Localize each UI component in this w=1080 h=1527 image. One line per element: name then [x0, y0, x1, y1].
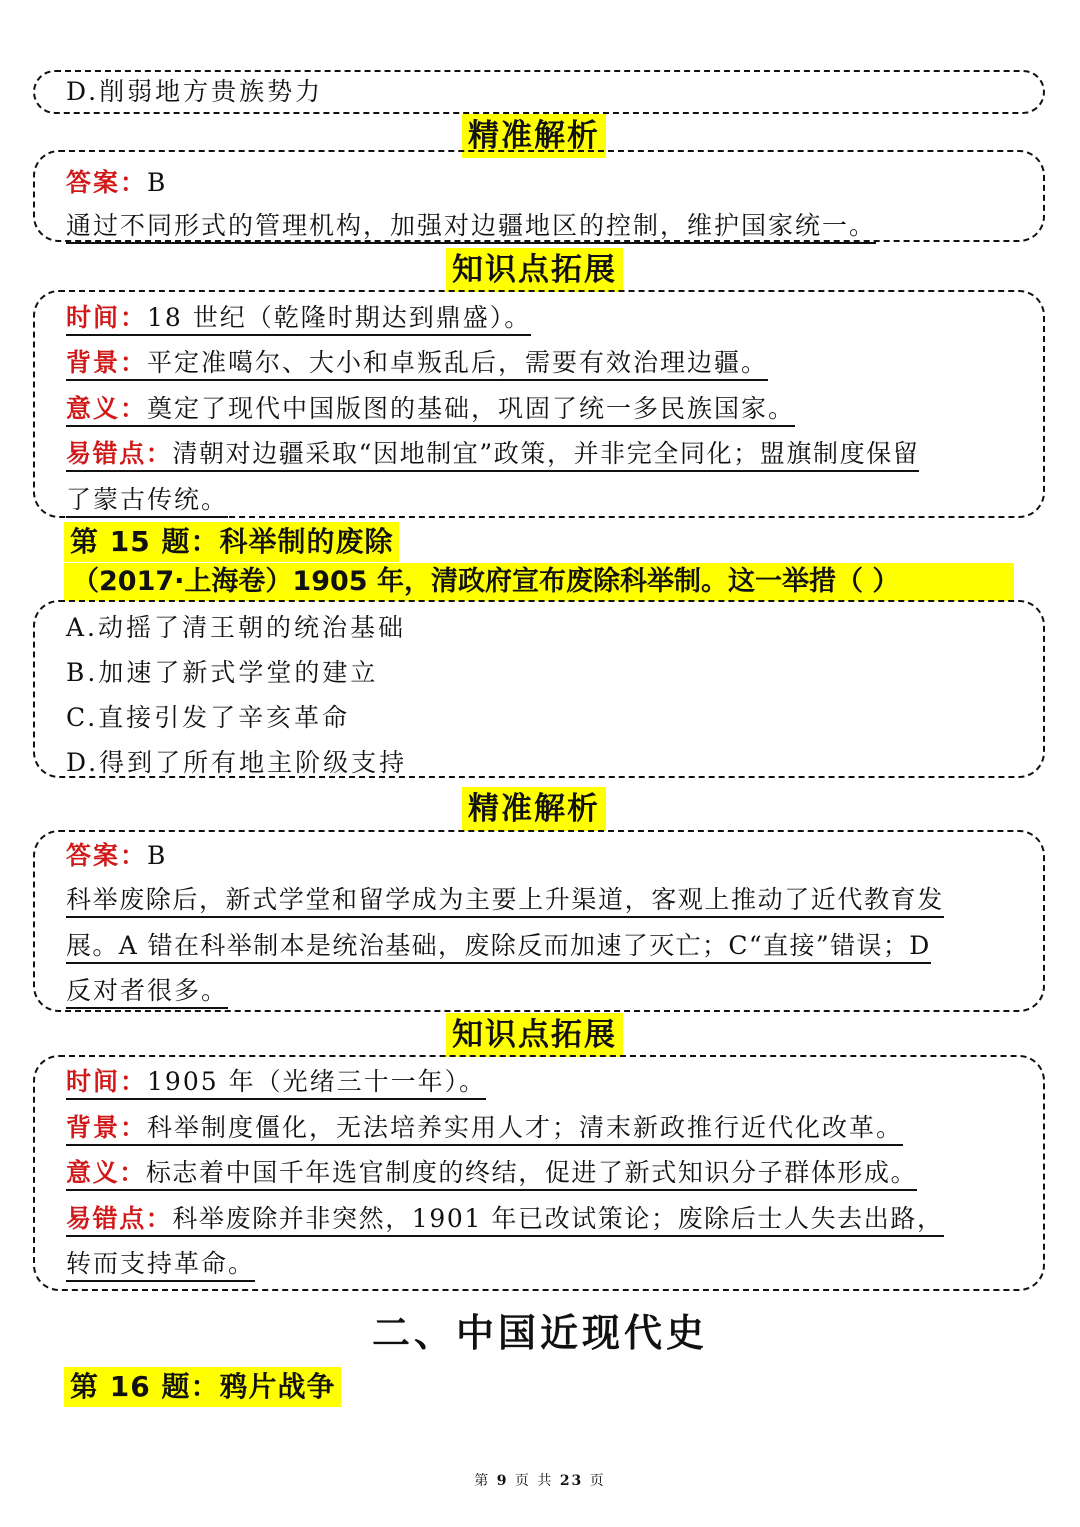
answer-value: B	[147, 168, 168, 197]
explanation-line-2: 展。A 错在科举制本是统治基础，废除反而加速了灭亡；C“直接”错误；D	[66, 930, 931, 964]
explanation-line-3: 反对者很多。	[66, 975, 228, 1009]
significance-line	[66, 393, 795, 427]
pitfall-line	[66, 438, 919, 472]
significance-line	[66, 1157, 917, 1191]
section-title: 二、中国近现代史	[371, 1310, 708, 1355]
analysis-heading: 精准解析	[462, 787, 606, 831]
pitfall-line-2: 转而支持革命。	[66, 1248, 255, 1282]
pitfall-value: 科举废除并非突然，1901 年已改试策论；废除后士人失去出路，	[172, 1204, 944, 1233]
pitfall-label: 易错点：	[66, 1204, 173, 1233]
time-line	[66, 302, 531, 336]
pitfall-line	[66, 1203, 944, 1237]
background-label: 背景：	[66, 348, 148, 377]
footer-prefix: 第	[474, 1473, 491, 1489]
time-line	[66, 1066, 486, 1100]
background-line	[66, 1112, 903, 1146]
option-c: C.直接引发了辛亥革命	[66, 703, 351, 732]
background-line	[66, 347, 768, 381]
question-15-title: 第 15 题：科举制的废除	[64, 522, 399, 562]
answer-line	[66, 167, 167, 199]
question-16-title: 第 16 题：鸦片战争	[64, 1367, 341, 1407]
option-a: A.动摇了清王朝的统治基础	[66, 613, 407, 642]
page-footer	[0, 1470, 1080, 1490]
footer-suffix: 页	[589, 1473, 606, 1489]
significance-label: 意义：	[66, 1158, 146, 1187]
analysis-heading: 精准解析	[462, 114, 606, 158]
page-number: 9	[496, 1473, 509, 1489]
background-value: 科举制度僵化，无法培养实用人才；清末新政推行近代化改革。	[147, 1113, 904, 1142]
expansion-heading: 知识点拓展	[446, 1013, 623, 1057]
pitfall-value: 清朝对边疆采取“因地制宜”政策，并非完全同化；盟旗制度保留	[172, 439, 920, 468]
footer-middle: 页 共	[514, 1473, 554, 1489]
answer-line	[66, 840, 167, 872]
significance-value: 标志着中国千年选官制度的终结，促进了新式知识分子群体形成。	[145, 1158, 918, 1187]
significance-value: 奠定了现代中国版图的基础，巩固了统一多民族国家。	[147, 394, 796, 423]
answer-value: B	[147, 841, 168, 870]
option-b: B.加速了新式学堂的建立	[66, 658, 379, 687]
pitfall-line-2: 了蒙古传统。	[66, 484, 228, 518]
option-d: D.削弱地方贵族势力	[66, 77, 324, 106]
time-value: 1905 年（光绪三十一年）。	[147, 1067, 487, 1096]
time-label: 时间：	[66, 1067, 148, 1096]
answer-label: 答案：	[66, 841, 148, 870]
pitfall-label: 易错点：	[66, 439, 173, 468]
question-15-stem: （2017·上海卷）1905 年，清政府宣布废除科举制。这一举措（ ）	[64, 563, 1014, 601]
background-value: 平定准噶尔、大小和卓叛乱后，需要有效治理边疆。	[147, 348, 769, 377]
explanation-line-1: 科举废除后，新式学堂和留学成为主要上升渠道，客观上推动了近代教育发	[66, 884, 944, 918]
time-label: 时间：	[66, 303, 148, 332]
explanation-text: 通过不同形式的管理机构，加强对边疆地区的控制，维护国家统一。	[66, 210, 876, 244]
total-pages: 23	[559, 1473, 584, 1489]
background-label: 背景：	[66, 1113, 148, 1142]
expansion-heading: 知识点拓展	[446, 248, 623, 292]
answer-label: 答案：	[66, 168, 148, 197]
significance-label: 意义：	[66, 394, 148, 423]
option-d: D.得到了所有地主阶级支持	[66, 748, 408, 777]
time-value: 18 世纪（乾隆时期达到鼎盛）。	[147, 303, 532, 332]
